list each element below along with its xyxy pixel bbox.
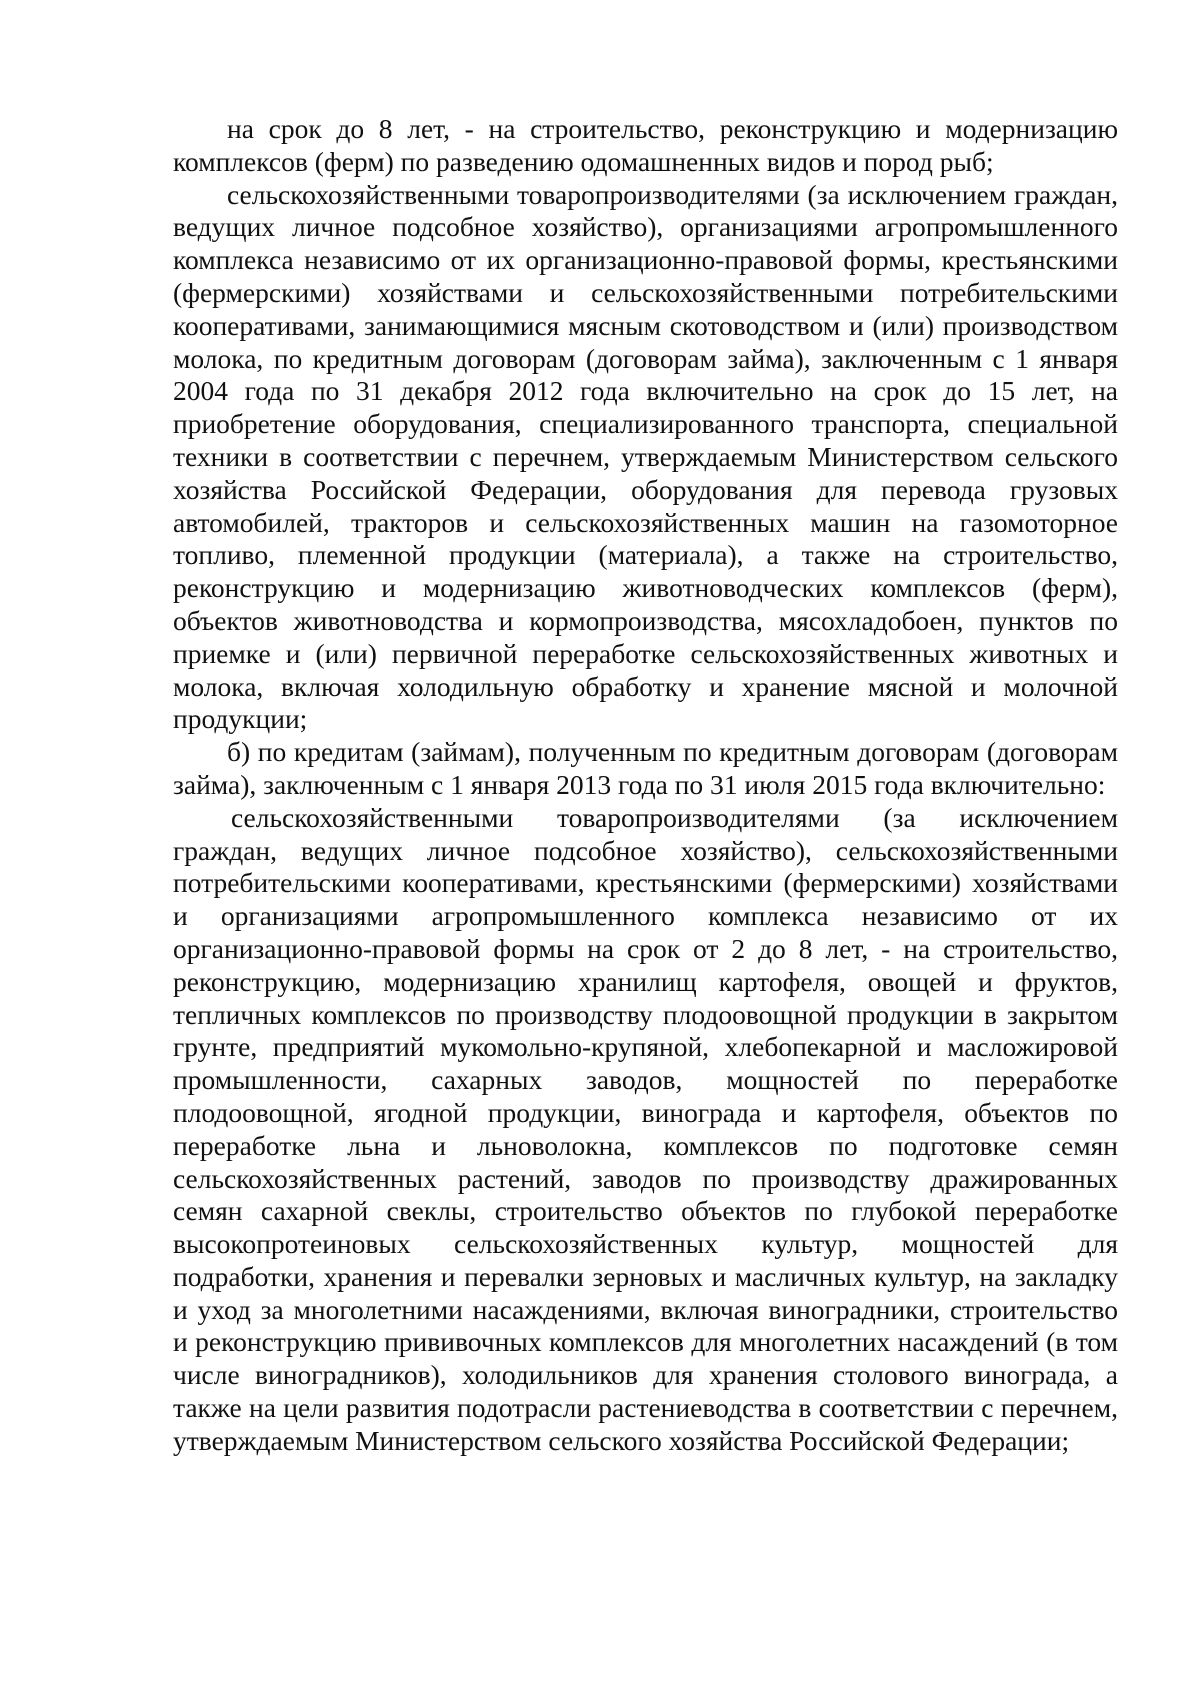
paragraph-livestock-producers: сельскохозяйственными товаропроизводителями (за исключением граждан, ведущих личное подсобное хозяйство), организациями агропромышленного комплекса независимо от их организационно-правовой формы, крестьянскими (фермерскими) хозяйствами и сельскохозяйственными потребительскими кооперативами, занимающимися мясным скотоводством и (или) производством молока, по кредитным договорам (договорам займа), заключенным с 1 января 2004 года по 31 декабря 2012 года включительно на срок до 15 лет, на приобретение оборудования, специализированного транспорта, специальной техники в соответствии с перечнем, утверждаемым Министерством сельского хозяйства Российской Федерации, оборудования для перевода грузовых автомобилей, тракторов и сельскохозяйственных машин на газомоторное топливо, племенной продукции (материала), а также на строительство, реконструкцию и модернизацию животноводческих комплексов (ферм), объектов животноводства и кормопроизводства, мясохладобоен, пунктов по приемке и (или) первичной переработке сельскохозяйственных животных и молока, включая холодильную обработку и хранение мясной и молочной продукции; bbox=[173, 178, 1118, 735]
paragraph-crop-producers: сельскохозяйственными товаропроизводителями (за исключением граждан, ведущих личное подсобное хозяйство), сельскохозяйственными потребительскими кооперативами, крестьянскими (фермерскими) хозяйствами и организациями агропромышленного комплекса независимо от их организационно-правовой формы на срок от 2 до 8 лет, - на строительство, реконструкцию, модернизацию хранилищ картофеля, овощей и фруктов, тепличных комплексов по производству плодоовощной продукции в закрытом грунте, предприятий мукомольно-крупяной, хлебопекарной и масложировой промышленности, сахарных заводов, мощностей по переработке плодоовощной, ягодной продукции, винограда и картофеля, объектов по переработке льна и льноволокна, комплексов по подготовке семян сельскохозяйственных растений, заводов по производству дражированных семян сахарной свеклы, строительство объектов по глубокой переработке высокопротеиновых сельскохозяйственных культур, мощностей для подработки, хранения и перевалки зерновых и масличных культур, на закладку и уход за многолетними насаждениями, включая виноградники, строительство и реконструкцию прививочных комплексов для многолетних насаждений (в том числе виноградников), холодильников для хранения столового винограда, а также на цели развития подотрасли растениеводства в соответствии с перечнем, утверждаемым Министерством сельского хозяйства Российской Федерации; bbox=[173, 801, 1118, 1456]
document-body bbox=[173, 113, 1118, 1458]
paragraph-fish-farming-term: на срок до 8 лет, - на строительство, реконструкцию и модернизацию комплексов (ферм) по разведению одомашненных видов и пород рыб; bbox=[173, 113, 1118, 177]
paragraph-item-b-loans: б) по кредитам (займам), полученным по кредитным договорам (договорам займа), заключенным с 1 января 2013 года по 31 июля 2015 года включительно: bbox=[173, 736, 1118, 800]
